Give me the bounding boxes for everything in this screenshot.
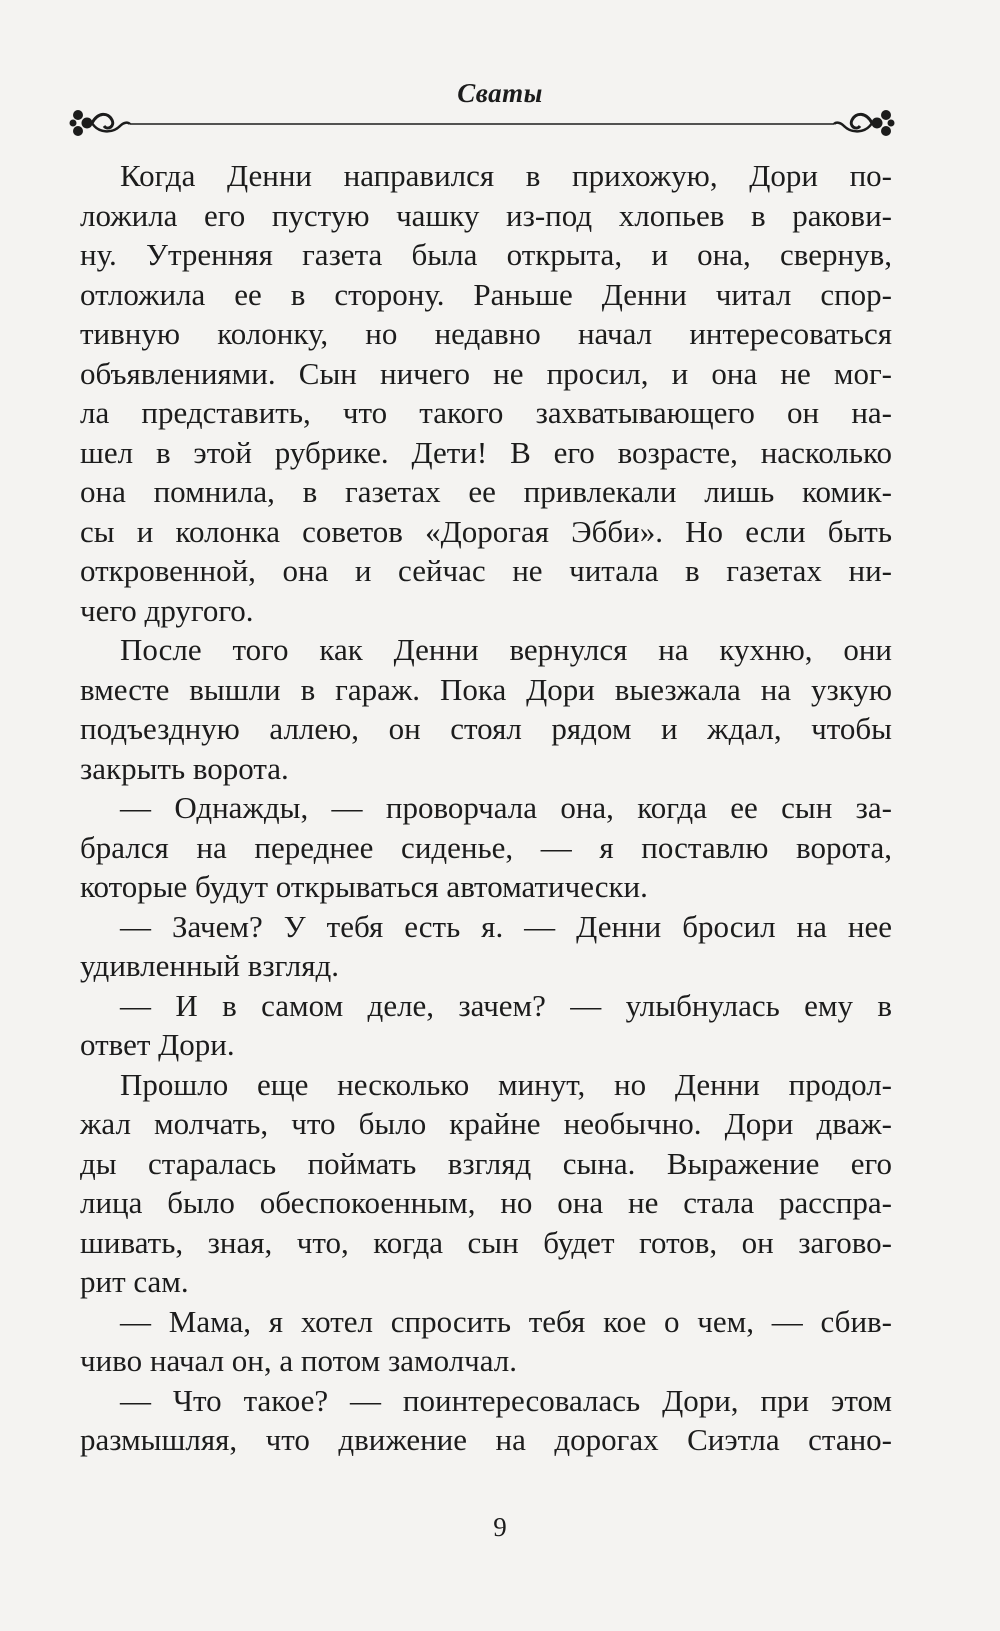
text-line: объявлениями. Сын ничего не просил, и она не мог-: [80, 355, 892, 391]
text-line: ды старалась поймать взгляд сына. Выражение его: [80, 1145, 892, 1181]
text-line: закрыть ворота.: [80, 750, 289, 786]
text-line: лица было обеспокоенным, но она не стала расспра-: [80, 1185, 892, 1220]
text-line: — Что такое? — поинтересовалась Дори, при этом: [120, 1382, 892, 1418]
text-line: Когда Денни направился в прихожую, Дори по-: [120, 158, 892, 193]
running-title: Сваты: [457, 78, 543, 108]
text-line: сы и колонка советов «Дорогая Эбби». Но если быть: [80, 513, 892, 549]
body-text: [80, 156, 892, 1460]
text-line: подъездную аллею, он стоял рядом и ждал, чтобы: [80, 711, 892, 746]
text-line: шел в этой рубрике. Дети! В его возрасте, насколько: [80, 434, 892, 470]
text-line: ну. Утренняя газета была открыта, и она, свернув,: [80, 237, 892, 272]
left-flourish-icon: [70, 110, 131, 136]
text-line: ложила его пустую чашку из-под хлопьев в ракови-: [80, 197, 892, 233]
text-line: которые будут открываться автоматически.: [80, 869, 648, 904]
text-line: отложила ее в сторону. Раньше Денни читал спор-: [80, 276, 892, 312]
right-flourish-icon: [834, 110, 895, 136]
text-line: рит сам.: [80, 1264, 189, 1299]
text-line: чего другого.: [80, 592, 254, 628]
ornamental-rule: [68, 104, 896, 142]
text-line: она помнила, в газетах ее привлекали лишь комик-: [80, 474, 892, 509]
text-line: размышляя, что движение на дорогах Сиэтла стано-: [80, 1422, 892, 1457]
text-line: После того как Денни вернулся на кухню, они: [120, 632, 892, 667]
text-line: Прошло еще несколько минут, но Денни продол-: [120, 1066, 892, 1102]
text-line: ла представить, что такого захватывающего он на-: [80, 395, 892, 430]
text-line: жал молчать, что было крайне необычно. Дори дваж-: [80, 1106, 892, 1141]
text-line: ответ Дори.: [80, 1027, 235, 1062]
text-line: шивать, зная, что, когда сын будет готов, он загово-: [80, 1224, 892, 1260]
text-line: — И в самом деле, зачем? — улыбнулась ему в: [120, 987, 892, 1023]
text-line: — Однажды, — проворчала она, когда ее сын за-: [120, 790, 892, 825]
text-line: — Мама, я хотел спросить тебя кое о чем, — сбив-: [120, 1303, 892, 1339]
page-number: 9: [493, 1512, 507, 1542]
text-line: брался на переднее сиденье, — я поставлю ворота,: [80, 829, 892, 865]
text-line: вместе вышли в гараж. Пока Дори выезжала на узкую: [80, 671, 892, 707]
text-line: — Зачем? У тебя есть я. — Денни бросил на нее: [120, 908, 892, 944]
text-line: чиво начал он, а потом замолчал.: [80, 1343, 518, 1378]
text-line: откровенной, она и сейчас не читала в газетах ни-: [80, 553, 892, 588]
text-line: тивную колонку, но недавно начал интересоваться: [80, 316, 892, 351]
text-line: удивленный взгляд.: [80, 948, 339, 983]
